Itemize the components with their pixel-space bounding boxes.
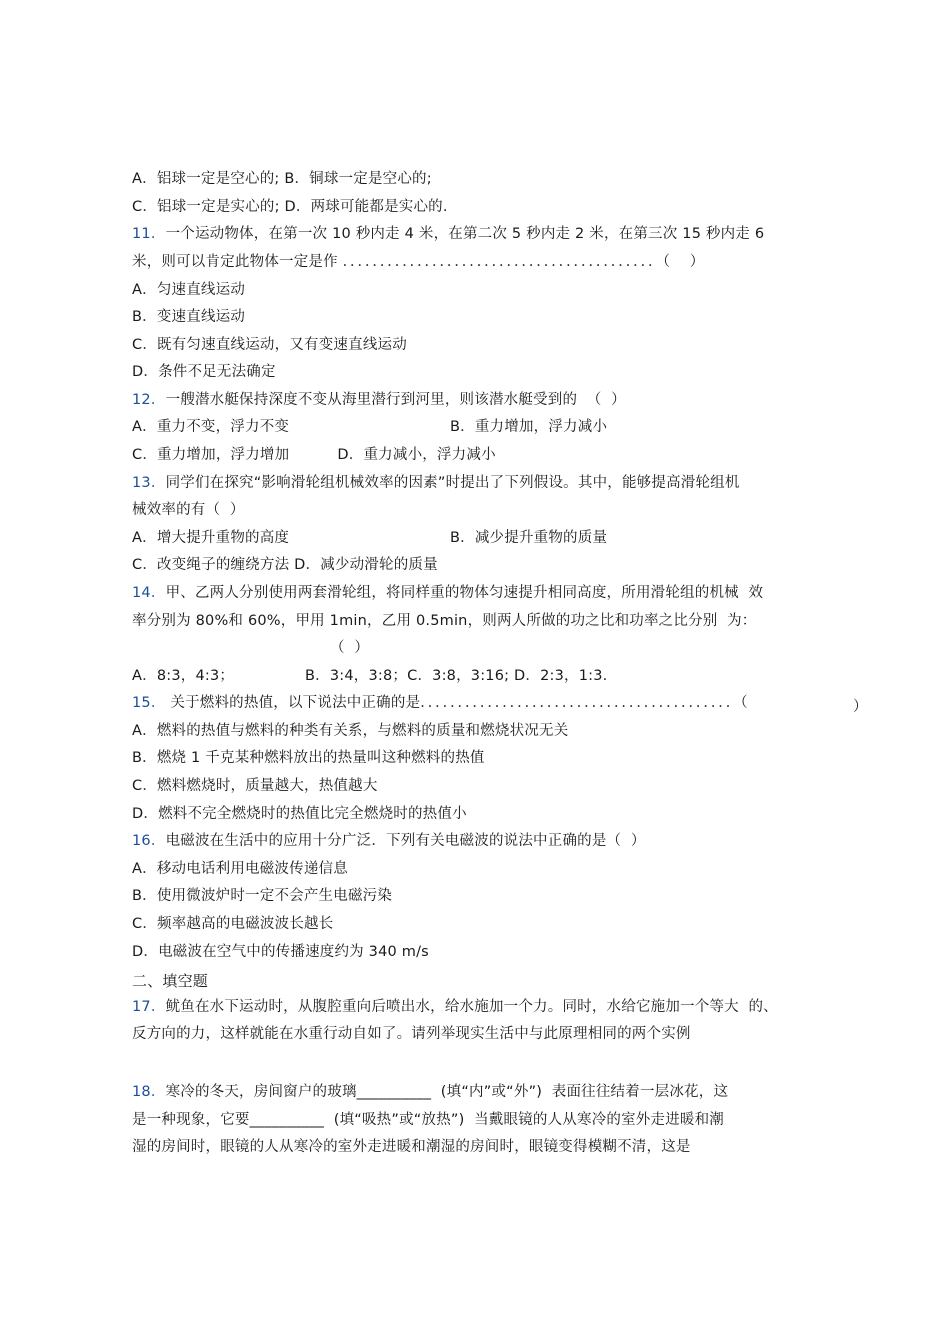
option-a: A．重力不变，浮力不变 <box>132 419 290 435</box>
option-line: A．铝球一定是空心的; B．铜球一定是空心的; <box>132 171 432 187</box>
question-text: 关于燃料的热值，以下说法中正确的是．．．．．．．．．．．．．．．．．．．．．．．．．．．．．．．．．．．．．．．．．．（ <box>165 695 748 711</box>
question-text: 湿的房间时，眼镜的人从寒冷的室外走进暖和潮湿的房间时，眼镜变得模糊不清，这是 <box>132 1139 691 1155</box>
question-number: 16． <box>132 833 166 849</box>
option-c: C．燃料燃烧时，质量越大，热值越大 <box>132 778 378 794</box>
question-15 <box>132 693 748 713</box>
question-text: 米，则可以肯定此物体一定是作 ．．．．．．．．．．．．．．．．．．．．．．．．．．．．．．．．．．．．．．．．．．（ ） <box>132 254 705 270</box>
option-b: B．变速直线运动 <box>132 309 246 325</box>
answer-bracket: （ ） <box>330 640 370 656</box>
question-16 <box>132 831 646 851</box>
option-b: B．燃烧 1 千克某种燃料放出的热量叫这种燃料的热值 <box>132 750 485 766</box>
option-a: A．增大提升重物的高度 <box>132 530 290 546</box>
question-text: 反方向的力，这样就能在水重行动自如了。请列举现实生活中与此原理相同的两个实例 <box>132 1026 691 1042</box>
question-number: 15． <box>132 695 166 711</box>
option-a: A．移动电话利用电磁波传递信息 <box>132 861 348 877</box>
option-cd: C．重力增加，浮力增加 D．重力减小，浮力减小 <box>132 447 496 463</box>
section-heading: 二、填空题 <box>132 972 209 990</box>
question-text: 寒冷的冬天，房间窗户的玻璃__________ (填“内”或“外”) 表面往往结着一层冰花，这 <box>165 1084 729 1100</box>
option-d: D．燃料不完全燃烧时的热值比完全燃烧时的热值小 <box>132 806 467 822</box>
question-12 <box>132 390 626 410</box>
question-number: 18． <box>132 1084 166 1100</box>
question-18 <box>132 1082 728 1102</box>
question-text: 同学们在探究“影响滑轮组机械效率的因素”时提出了下列假设。其中，能够提高滑轮组机 <box>165 475 740 491</box>
question-number: 11． <box>132 226 166 242</box>
question-text: 电磁波在生活中的应用十分广泛．下列有关电磁波的说法中正确的是（ ） <box>165 833 646 849</box>
question-text: 鱿鱼在水下运动时，从腹腔重向后喷出水，给水施加一个力。同时，水给它施加一个等大 的、 <box>165 999 778 1015</box>
option-d: D．电磁波在空气中的传播速度约为 340 m/s <box>132 944 429 960</box>
question-text: 械效率的有（ ） <box>132 502 245 518</box>
question-number: 12． <box>132 392 166 408</box>
answer-bracket-close: ） <box>853 699 868 715</box>
option-cd: C．改变绳子的缠绕方法 D．减少动滑轮的质量 <box>132 557 438 573</box>
option-line: C．铝球一定是实心的; D．两球可能都是实心的. <box>132 199 448 215</box>
option-b: B．重力增加，浮力减小 <box>450 419 608 435</box>
question-14 <box>132 583 763 603</box>
question-number: 13． <box>132 475 166 491</box>
question-text: 是一种现象，它要__________ (填“吸热”或“放热”) 当戴眼镜的人从寒冷的室外走进暖和潮 <box>132 1112 724 1128</box>
question-number: 14． <box>132 585 166 601</box>
option-a: A．燃料的热值与燃料的种类有关系，与燃料的质量和燃烧状况无关 <box>132 723 569 739</box>
question-text: 率分别为 80%和 60%，甲用 1min，乙用 0.5min，则两人所做的功之比和功率之比分别 为： <box>132 613 757 629</box>
option-a: A．匀速直线运动 <box>132 282 246 298</box>
option-b: B．使用微波炉时一定不会产生电磁污染 <box>132 888 393 904</box>
option-b: B．减少提升重物的质量 <box>450 530 608 546</box>
question-text: 一个运动物体，在第一次 10 秒内走 4 米，在第二次 5 秒内走 2 米，在第三次 15 秒内走 6 <box>165 226 765 242</box>
option-c: C．既有匀速直线运动，又有变速直线运动 <box>132 337 407 353</box>
question-text: 一艘潜水艇保持深度不变从海里潜行到河里，则该潜水艇受到的 （ ） <box>165 392 626 408</box>
question-11 <box>132 224 764 244</box>
question-number: 17． <box>132 999 166 1015</box>
option-a: A．8:3，4:3； <box>132 668 235 684</box>
option-bcd: B．3:4，3:8；C．3:8，3:16; D．2:3，1:3. <box>305 668 608 684</box>
question-text: 甲、乙两人分别使用两套滑轮组，将同样重的物体匀速提升相同高度，所用滑轮组的机械 效 <box>165 585 764 601</box>
option-d: D．条件不足无法确定 <box>132 364 276 380</box>
question-17 <box>132 997 778 1017</box>
option-c: C．频率越高的电磁波波长越长 <box>132 916 334 932</box>
question-13 <box>132 473 740 493</box>
